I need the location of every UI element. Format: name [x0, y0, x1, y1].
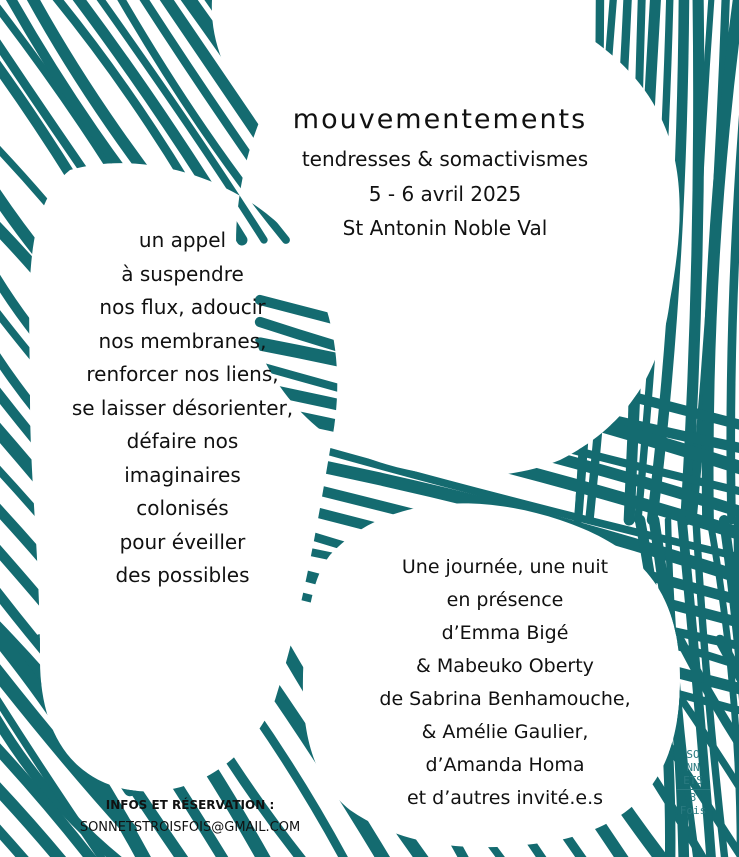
presence-line: d’Amanda Homa — [425, 754, 585, 776]
appeal-line: un appel — [138, 228, 227, 252]
event-subtitle: tendresses & somactivismes — [301, 147, 589, 171]
event-title: mouvementements — [292, 104, 588, 135]
appeal-line: renforcer nos liens, — [86, 362, 279, 386]
logo-line: SO — [686, 748, 700, 761]
appeal-text — [30, 224, 335, 593]
appeal-line: des possibles — [115, 563, 250, 587]
logo-line: 3 Fois — [679, 791, 707, 817]
presence-line: de Sabrina Benhamouche, — [379, 688, 631, 710]
appeal-line: colonisés — [136, 496, 229, 520]
stripe — [72, 0, 242, 240]
logo-line: NN — [686, 761, 700, 774]
logo-line: ETS — [683, 774, 703, 787]
appeal-line: nos flux, adoucir — [99, 295, 266, 319]
presence-line: en présence — [446, 589, 564, 611]
appeal-line: pour éveiller — [119, 529, 246, 554]
presence-line: & Mabeuko Oberty — [416, 655, 594, 677]
appeal-line: imaginaires — [124, 462, 241, 487]
sonnets-logo — [676, 748, 710, 817]
info-label: INFOS ET RÉSERVATION : — [105, 798, 275, 812]
logo-divider — [676, 789, 710, 790]
event-place: St Antonin Noble Val — [342, 216, 548, 240]
presence-line: d’Emma Bigé — [441, 622, 569, 644]
presence-line: et d’autres invité.e.s — [406, 787, 604, 809]
presence-text — [340, 551, 670, 815]
event-date: 5 - 6 avril 2025 — [368, 182, 522, 206]
stripe — [589, 0, 628, 520]
appeal-line: nos membranes, — [98, 328, 267, 353]
appeal-line: défaire nos — [126, 429, 239, 453]
appeal-line: à suspendre — [121, 261, 244, 286]
presence-line: & Amélie Gaulier, — [421, 721, 589, 743]
contact-email[interactable]: SONNETSTROISFOIS@GMAIL.COM — [79, 820, 301, 835]
presence-line: Une journée, une nuit — [401, 556, 609, 578]
appeal-line: se laisser désorienter, — [71, 395, 294, 420]
